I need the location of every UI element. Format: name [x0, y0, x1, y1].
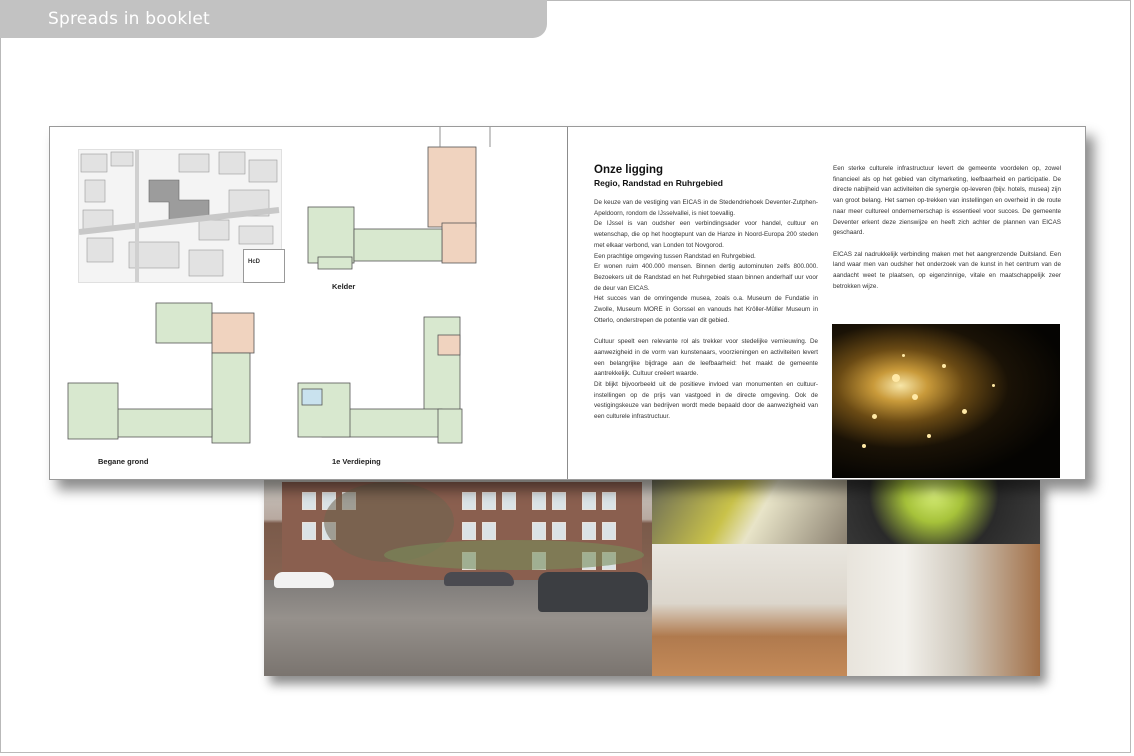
floor-plans [50, 127, 568, 479]
corridor-photo [847, 544, 1040, 676]
article-title: Onze ligging [594, 164, 663, 176]
entrance-hall-photo [652, 544, 847, 676]
paragraph: De IJssel is van oudsher een verbindingsader voor handel, cultuur en wetenschap, die op het hoogtepunt van de Hanze in Noord-Europa 200 steden met elkaar verbond, van Londen tot Novgorod. [594, 220, 818, 249]
section-tab-title: Spreads in booklet [48, 9, 210, 29]
paragraph: EICAS zal nadrukkelijk verbinding maken met het aangrenzende Duitsland. Een land waar men van oudsher het onderzoek van de kunst in het centrum van de aandacht weet te plaatsen, op eigenzinnige, vitale en maatschappelijk zeer betrokken wijze. [833, 250, 1061, 290]
paragraph: Cultuur speelt een relevante rol als trekker voor stedelijke vernieuwing. De aanwezigheid in de vorm van kunstenaars, voorzieningen en activiteiten levert een belangrijke bijdrage aan de leefbaarheid: het maakt de gemeente aantrekkelijk. Cultuur creëert waarde. [594, 338, 818, 378]
paragraph: Er wonen ruim 400.000 mensen. Binnen dertig autominuten zelfs 800.000. Bezoekers uit de Randstad en het Ruhrgebied staan binnen anderhalf uur voor de deur van EICAS. [594, 263, 818, 292]
plan-kelder [308, 127, 490, 269]
street-photo [264, 480, 652, 676]
staircase-photo [652, 480, 847, 544]
photo-spread [264, 480, 1040, 676]
paragraph: Een sterke culturele infrastructuur levert de gemeente voordelen op, zowel financieel als op het gebied van citymarketing, leefbaarheid en participatie. De directe nabijheid van activiteiten die synergie op-leveren (bijv. hotels, musea) zijn van groot belang. Het samen op-trekken van instellingen en overheid in de route naar meer cultureel ondernemerschap is essentieel voor succes. De gemeente Deventer erkent deze zienswijze en heeft zich achter de plannen van EICAS geschaard. [833, 165, 1061, 237]
paragraph: Het succes van de omringende musea, zoals o.a. Museum de Fundatie in Zwolle, Museum MORE in Gorssel en vanouds het Kröller-Müller Museum in Otterlo, onderstrepen de potentie van dit gebied. [594, 295, 818, 324]
article-column-right [833, 164, 1061, 292]
map-stamp: HcD [248, 259, 261, 265]
paragraph: De keuze van de vestiging van EICAS in de Stedendriehoek Deventer-Zutphen-Apeldoorn, rondom de IJsselvallei, is niet toevallig. [594, 199, 818, 217]
plan-label-verdieping: 1e Verdieping [332, 457, 381, 466]
plan-verdieping [298, 317, 462, 443]
plan-label-kelder: Kelder [332, 282, 356, 291]
europe-night-satellite-image [832, 324, 1060, 478]
section-tab [0, 0, 547, 38]
booklet-fold [567, 127, 568, 479]
article-column-left [594, 198, 818, 423]
article-subtitle: Regio, Randstad en Ruhrgebied [594, 178, 723, 188]
plan-label-begane-grond: Begane grond [98, 457, 149, 466]
paragraph: Dit blijkt bijvoorbeeld uit de positieve invloed van monumenten en cultuur-instellingen op de prijs van vastgoed in de directe omgeving. Ook de vestigingskeuze van bedrijven wordt mede bepaald door de aanwezigheid van een culturele infrastructuur. [594, 380, 818, 421]
spiral-stair-photo [847, 480, 1040, 544]
plan-begane-grond [68, 303, 254, 443]
paragraph: Een prachtige omgeving tussen Randstad en Ruhrgebied. [594, 252, 756, 260]
